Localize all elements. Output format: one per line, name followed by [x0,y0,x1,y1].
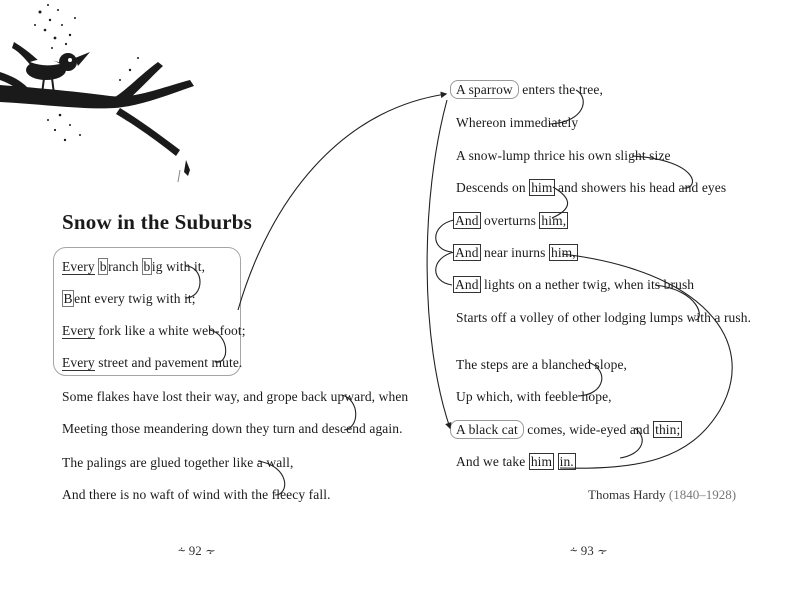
poem-line: Descends on him and showers his head and eyes [456,180,727,195]
poem-line: Every b ranch b ig with it, [62,259,206,274]
poem-line: Some flakes have lost their way, and grope back upward, when [62,389,409,404]
poem-line: And overturns him, [455,213,567,228]
poem-line: Meeting those meandering down they turn and descend again. [62,421,403,436]
poem-title: Snow in the Suburbs [62,210,252,234]
poem-line: And we take him in. [456,454,574,469]
poem-line: A sparrow enters the tree, [450,82,603,98]
highlight-sparrow: A sparrow [450,80,519,99]
page-number-right: ⸞ 93 ⸟ [570,543,608,558]
poem-line: And near inurns him, [455,245,576,260]
poem-line: Up which, with feeble hope, [456,389,612,404]
highlight-black-cat: A black cat [450,420,524,439]
author-credit: Thomas Hardy (1840–1928) [588,487,737,502]
poem-line: And there is no waft of wind with the fleecy fall. [62,487,331,502]
page-number-left: ⸞ 92 ⸟ [178,543,216,558]
arrow-to-sparrow [238,94,446,310]
poem-line: The palings are glued together like a wall, [62,455,294,470]
poem-line: The steps are a blanched slope, [456,357,628,372]
poem-line: Every street and pavement mute. [62,355,243,370]
poem-line: And lights on a nether twig, when its brush [455,277,695,292]
arrow-to-black-cat [427,100,450,428]
poem-line: Whereon immediately [456,115,579,130]
poem-line: A black cat comes, wide-eyed and thin; [450,422,682,438]
poem-line: Starts off a volley of other lodging lumps with a rush. [456,310,752,325]
poem-line: A snow-lump thrice his own slight size [456,148,671,163]
poem-line: B ent every twig with it; [63,291,196,306]
poem-line: Every fork like a white web-foot; [62,323,246,338]
